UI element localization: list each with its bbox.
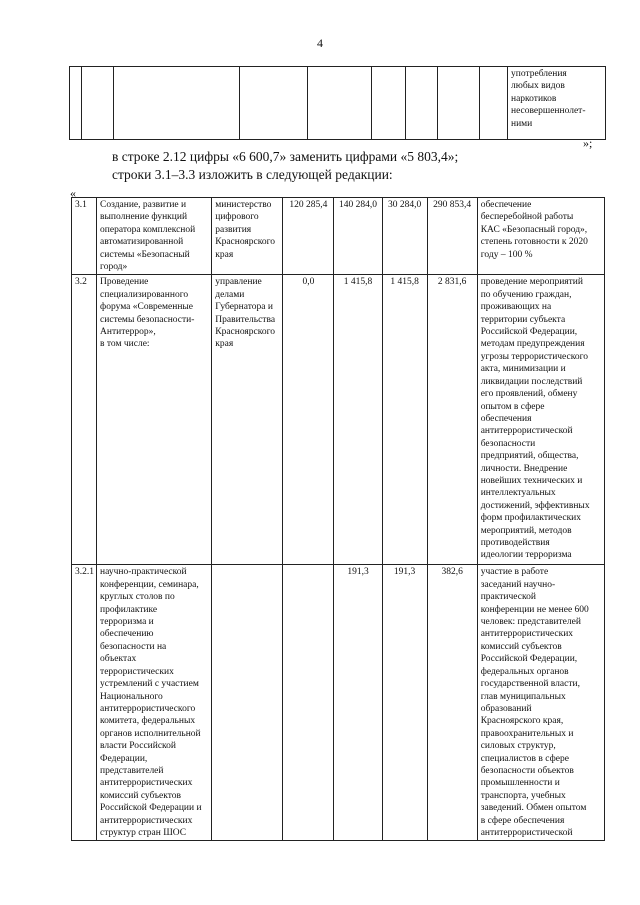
result-cell: употребления любых видов наркотиков несовершеннолет- ними [508,67,606,140]
table-cell [406,67,438,140]
table-row [70,67,606,140]
row-value-3: 1 415,8 [382,275,427,565]
instruction-line-2: строки 3.1–3.3 изложить в следующей редакции: [112,167,393,182]
row-result: проведение мероприятий по обучению граждан, проживающих на территории субъекта Российской Федерации, методам предупреждения угрозы террористического акта, минимизации и ликвидации последствий его проявлений, обмену опытом в сфере обеспечения антитеррористической безопасности предприятий, общества, личности. Внедрение новейших технических и интеллектуальных достижений, эффективных форм профилактических мероприятий, методов противодействия идеологии терроризма [477,275,604,565]
table-cell [82,67,114,140]
table-cell [70,67,82,140]
row-result: обеспечение бесперебойной работы КАС «Безопасный город», степень готовности к 2020 году – 100 % [477,198,604,275]
table-cell [240,67,308,140]
row-total: 2 831,6 [427,275,477,565]
row-name: Создание, развитие и выполнение функций оператора комплексной автоматизированной системы «Безопасный город» [97,198,212,275]
table-cell [372,67,406,140]
row-value-2: 140 284,0 [334,198,382,275]
row-total: 382,6 [427,565,477,841]
continued-table [69,66,606,140]
row-code: 3.2.1 [72,565,97,841]
row-name: научно-практической конференции, семинара, круглых столов по профилактике терроризма и обеспечению безопасности на объектах террористических устремлений с участием Национального антитеррористического комитета, федеральных органов исполнительной власти Российской Федерации, представителей антитеррористических комиссий субъектов Российской Федерации и антитеррористических структур стран ШОС [97,565,212,841]
row-name: Проведение специализированного форума «Современные системы безопасности- Антитеррор», в том числе: [97,275,212,565]
table-cell [480,67,508,140]
row-code: 3.1 [72,198,97,275]
measures-table [71,197,605,841]
table-row [72,275,605,565]
table-cell [114,67,240,140]
row-value-1: 120 285,4 [283,198,334,275]
row-value-2: 1 415,8 [334,275,382,565]
row-value-1 [283,565,334,841]
row-value-3: 30 284,0 [382,198,427,275]
row-total: 290 853,4 [427,198,477,275]
opening-quote: « [70,186,76,200]
table-row [72,198,605,275]
row-value-1: 0,0 [283,275,334,565]
row-code: 3.2 [72,275,97,565]
instruction-line-1: в строке 2.12 цифры «6 600,7» заменить цифрами «5 803,4»; [112,149,459,164]
row-executor [212,565,283,841]
row-executor: управление делами Губернатора и Правительства Красноярского края [212,275,283,565]
row-executor: министерство цифрового развития Красноярского края [212,198,283,275]
row-value-3: 191,3 [382,565,427,841]
row-result: участие в работе заседаний научно- практической конференции не менее 600 человек: представителей антитеррористических комиссий субъектов Российской Федерации, федеральных органов государственной власти, глав муниципальных образований Красноярского края, правоохранительных и силовых структур, специалистов в сфере безопасности объектов промышленности и транспорта, учебных заведений. Обмен опытом в сфере обеспечения антитеррористической [477,565,604,841]
closing-quote: »; [583,136,593,150]
page-number: 4 [317,36,323,50]
row-value-2: 191,3 [334,565,382,841]
table-cell [438,67,480,140]
table-row [72,565,605,841]
table-cell [308,67,372,140]
